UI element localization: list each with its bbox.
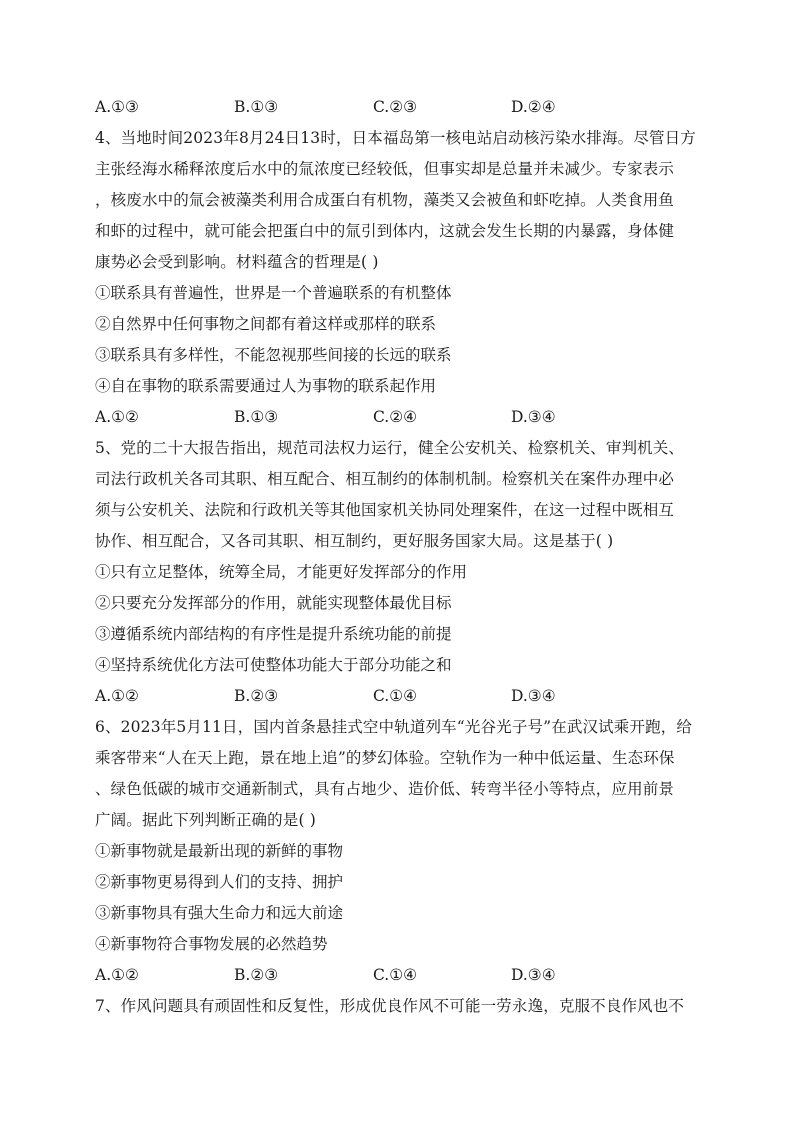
q6-stem-line: 乘客带来“人在天上跑，景在地上追”的梦幻体验。空轨作为一种中低运量、生态环保 xyxy=(95,749,675,767)
q4-stem xyxy=(95,123,715,278)
q6-stem-line: 广阔。据此下列判断正确的是( ) xyxy=(95,811,316,829)
q5-option-a: A.①② xyxy=(95,687,139,705)
q5-stem-line: 司法行政机关各司其职、相互配合、相互制约的体制机制。检察机关在案件办理中必 xyxy=(95,470,675,488)
q6-statement-3: ③新事物具有强大生命力和远大前途 xyxy=(95,904,344,922)
q5-option-c: C.①④ xyxy=(373,687,418,705)
question-5 xyxy=(95,433,715,712)
q5-statement-4: ④坚持系统优化方法可使整体功能大于部分功能之和 xyxy=(95,656,452,674)
q3-option-b: B.①③ xyxy=(234,98,279,116)
q5-option-b: B.②③ xyxy=(234,687,279,705)
q4-option-b: B.①③ xyxy=(234,408,279,426)
q6-statement-1: ①新事物就是最新出现的新鲜的事物 xyxy=(95,842,344,860)
exam-page xyxy=(95,92,715,1022)
q7-stem xyxy=(95,991,715,1022)
q6-stem-line: 、绿色低碳的城市交通新制式，具有占地少、造价低、转弯半径小等特点，应用前景 xyxy=(95,780,675,798)
q6-statement-2: ②新事物更易得到人们的支持、拥护 xyxy=(95,873,344,891)
q6-stem xyxy=(95,712,715,836)
q3-options xyxy=(95,92,715,123)
q3-option-a: A.①③ xyxy=(95,98,139,116)
q5-stem-line: 5、党的二十大报告指出，规范司法权力运行，健全公安机关、检察机关、审判机关、 xyxy=(95,439,685,457)
q5-statement-3: ③遵循系统内部结构的有序性是提升系统功能的前提 xyxy=(95,625,452,643)
q5-stem xyxy=(95,433,715,557)
q5-options xyxy=(95,681,715,712)
q6-statement-4: ④新事物符合事物发展的必然趋势 xyxy=(95,935,328,953)
q5-statement-1: ①只有立足整体，统筹全局，才能更好发挥部分的作用 xyxy=(95,563,468,581)
q4-stem-line: 4、当地时间2023年8月24日13时，日本福岛第一核电站启动核污染水排海。尽管日方 xyxy=(95,129,696,147)
q3-option-c: C.②③ xyxy=(373,98,418,116)
q7-stem-line: 7、作风问题具有顽固性和反复性，形成优良作风不可能一劳永逸，克服不良作风也不 xyxy=(95,997,685,1015)
q4-stem-line: ，核废水中的氚会被藻类利用合成蛋白有机物，藻类又会被鱼和虾吃掉。人类食用鱼 xyxy=(95,191,675,209)
q6-option-a: A.①② xyxy=(95,966,139,984)
q6-options xyxy=(95,960,715,991)
question-6 xyxy=(95,712,715,991)
q6-stem-line: 6、2023年5月11日，国内首条悬挂式空中轨道列车“光谷光子号”在武汉试乘开跑，给 xyxy=(95,718,693,736)
q4-statement-1: ①联系具有普遍性，世界是一个普遍联系的有机整体 xyxy=(95,284,452,302)
q6-option-b: B.②③ xyxy=(234,966,279,984)
q4-stem-line: 和虾的过程中，就可能会把蛋白中的氚引到体内，这就会发生长期的内暴露，身体健 xyxy=(95,222,675,240)
q4-statement-2: ②自然界中任何事物之间都有着这样或那样的联系 xyxy=(95,315,437,333)
question-7 xyxy=(95,991,715,1022)
q4-options xyxy=(95,402,715,433)
q4-option-d: D.③④ xyxy=(511,408,556,426)
q5-option-d: D.③④ xyxy=(511,687,556,705)
q4-stem-line: 主张经海水稀释浓度后水中的氚浓度已经较低，但事实却是总量并未减少。专家表示 xyxy=(95,160,675,178)
q4-option-c: C.②④ xyxy=(373,408,418,426)
q4-stem-line: 康势必会受到影响。材料蕴含的哲理是( ) xyxy=(95,253,379,271)
q4-statement-4: ④自在事物的联系需要通过人为事物的联系起作用 xyxy=(95,377,437,395)
q4-option-a: A.①② xyxy=(95,408,139,426)
q5-statement-2: ②只要充分发挥部分的作用，就能实现整体最优目标 xyxy=(95,594,452,612)
q5-stem-line: 须与公安机关、法院和行政机关等其他国家机关协同处理案件，在这一过程中既相互 xyxy=(95,501,675,519)
q5-stem-line: 协作、相互配合，又各司其职、相互制约，更好服务国家大局。这是基于( ) xyxy=(95,532,614,550)
q3-option-d: D.②④ xyxy=(511,98,556,116)
q6-option-d: D.③④ xyxy=(511,966,556,984)
question-4 xyxy=(95,123,715,433)
q4-statement-3: ③联系具有多样性，不能忽视那些间接的长远的联系 xyxy=(95,346,452,364)
q6-option-c: C.①④ xyxy=(373,966,418,984)
